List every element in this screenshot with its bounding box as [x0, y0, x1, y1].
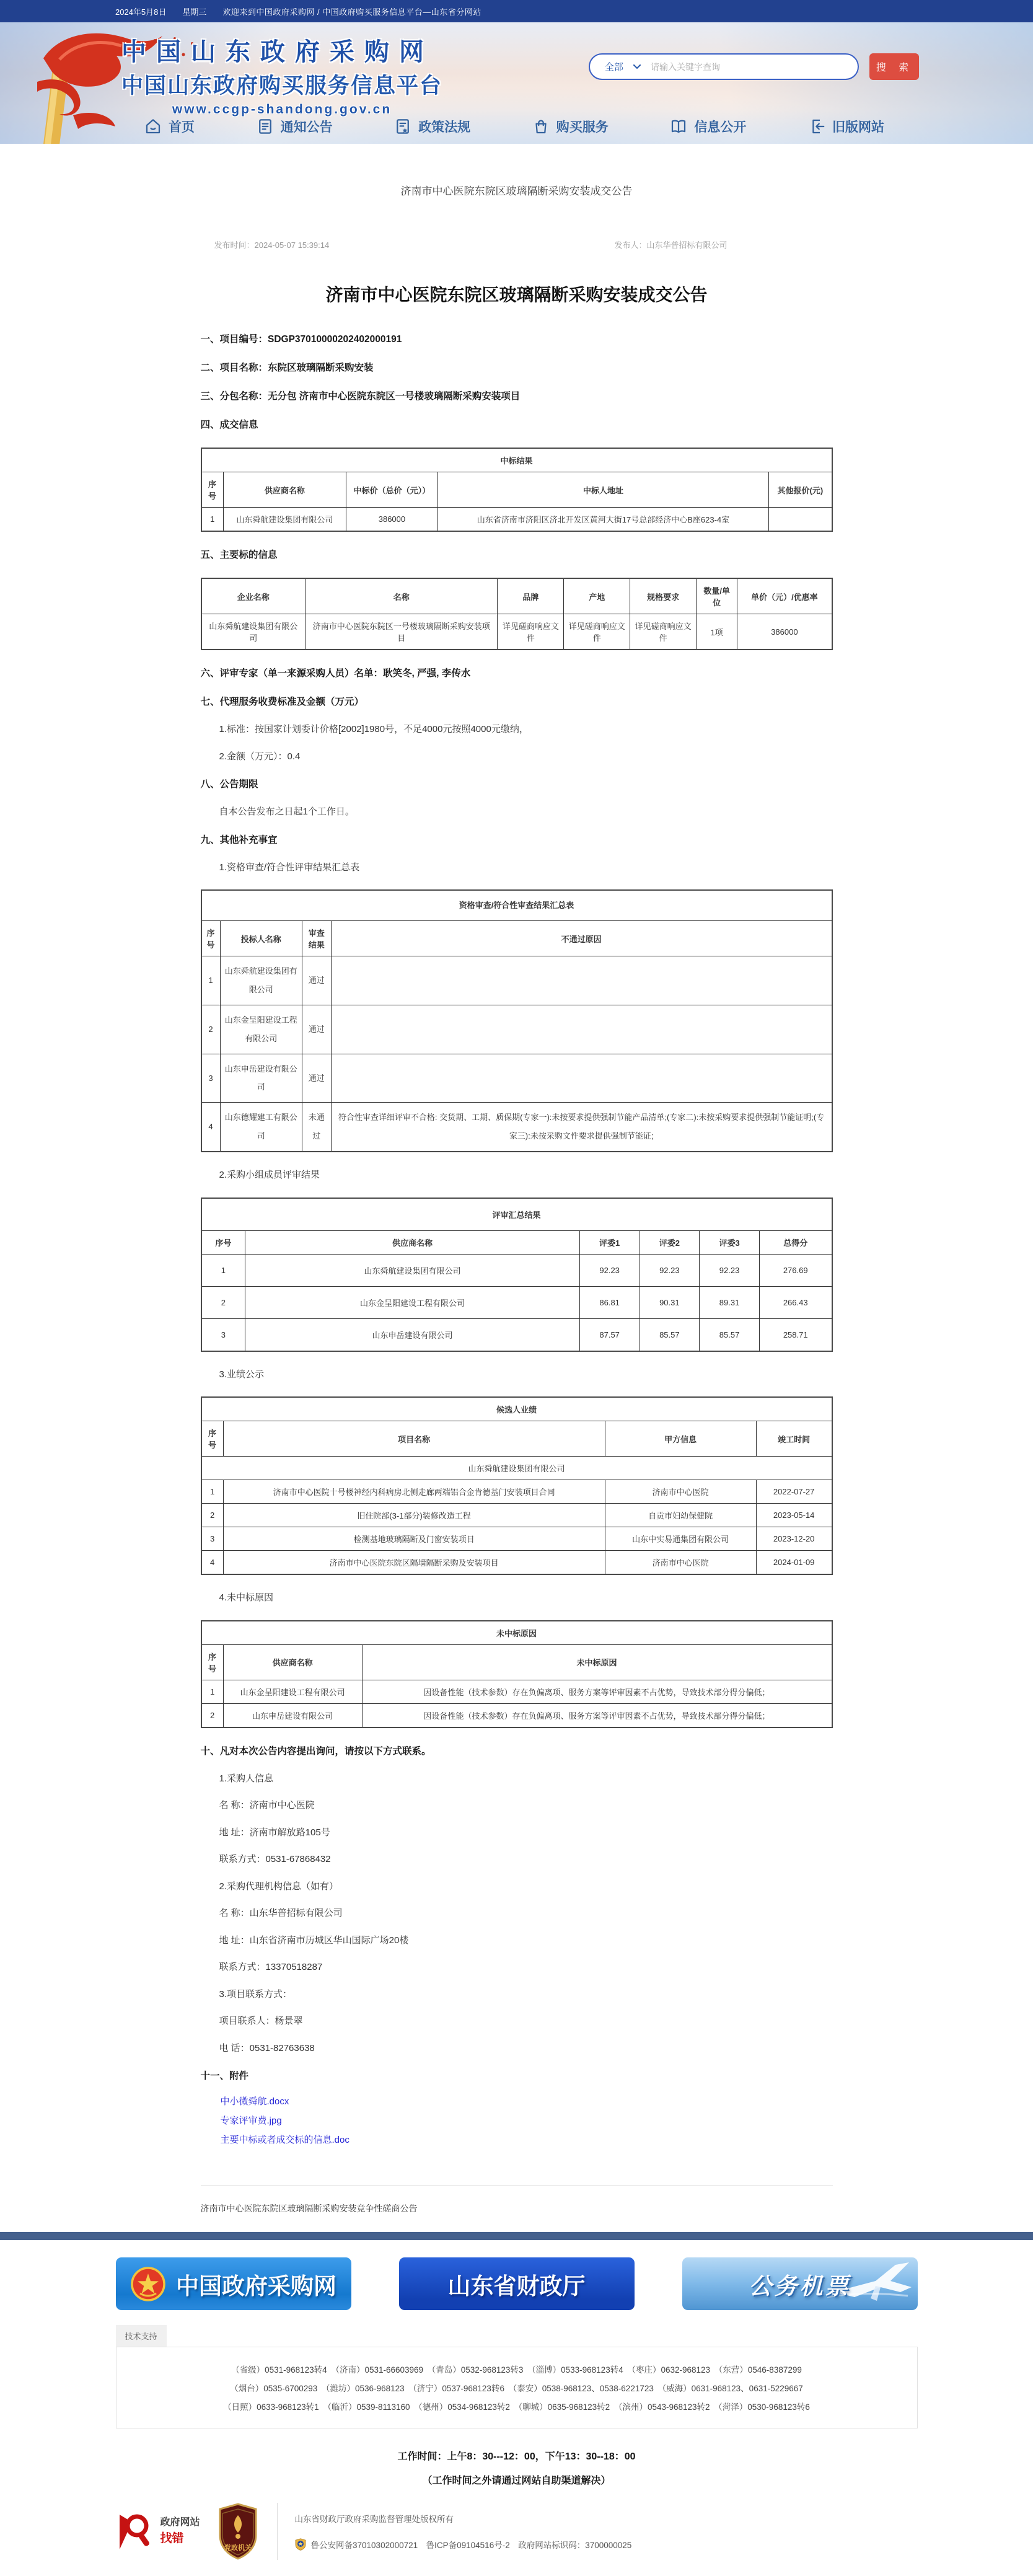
- purchaser-phone: 联系方式：0531-67868432: [219, 1854, 331, 1865]
- work-time-note: （工作时间之外请通过网站自助渠道解决）: [422, 2475, 611, 2486]
- table-header-cell: 单价（元）/优惠率: [737, 578, 832, 614]
- table-header-cell: 序号: [201, 472, 224, 508]
- table-cell: 2: [201, 1703, 224, 1727]
- table-title: 中标结果: [201, 448, 832, 472]
- table-cell: 旧住院部(3-1部分)装修改造工程: [223, 1504, 605, 1527]
- table-cell: 山东申岳建设有限公司: [220, 1054, 302, 1103]
- table-cell: [331, 956, 832, 1005]
- table-cell: 山东金呈阳建设工程有限公司: [223, 1680, 362, 1703]
- table-cell: [769, 508, 832, 532]
- table-row: [201, 1527, 832, 1551]
- nav-label: 政策法规: [418, 120, 471, 135]
- purchaser-address: 地 址：济南市解放路105号: [219, 1827, 330, 1838]
- search-category-select[interactable]: [605, 60, 641, 73]
- section-project-name: 二、项目名称：东院区玻璃隔断采购安装: [200, 363, 374, 374]
- nav-item-policies[interactable]: [393, 117, 470, 136]
- table-header-cell: 数量/单位: [697, 578, 737, 614]
- table-title: 候选人业绩: [201, 1397, 832, 1421]
- site-check-label-1: 政府网站: [160, 2516, 200, 2528]
- reject-reason-table-wrap: [201, 1620, 833, 1728]
- table-header-cell: 序号: [201, 1644, 224, 1680]
- table-cell: 92.23: [640, 1254, 700, 1286]
- table-row: [201, 1103, 832, 1152]
- agency-phone: 联系方式：13370518287: [219, 1962, 323, 1973]
- site-check-label-2: 找错: [160, 2532, 184, 2546]
- banner-ccgp[interactable]: [116, 2257, 351, 2310]
- table-row: [201, 1005, 832, 1054]
- performance-label: 3.业绩公示: [219, 1369, 265, 1380]
- table-cell: [331, 1054, 832, 1103]
- table-title: 评审汇总结果: [201, 1198, 832, 1231]
- table-header-cell: 名称: [305, 578, 498, 614]
- site-logo-subtitle: 中国山东政府购买服务信息平台: [121, 74, 443, 98]
- table-header-cell: 评委1: [579, 1230, 640, 1254]
- related-announcement-link[interactable]: 济南市中心医院东院区玻璃隔断采购安装竞争性磋商公告: [200, 2203, 418, 2214]
- page-title: 济南市中心医院东院区玻璃隔断采购安装成交公告: [400, 185, 633, 197]
- table-header-cell: 序号: [201, 921, 221, 956]
- footer-banner-row: [116, 2257, 918, 2310]
- table-header-cell: 未中标原因: [362, 1644, 832, 1680]
- search-input[interactable]: [649, 61, 848, 73]
- attachment-link[interactable]: 主要中标或者成交标的信息.doc: [220, 2134, 349, 2145]
- table-cell: 2024-01-09: [756, 1551, 832, 1575]
- banner-label: 公务机票: [749, 2273, 851, 2299]
- vertical-divider: [277, 2503, 278, 2560]
- table-cell: 符合性审查详细评审不合格: 交货期、工期、质保期(专家一):未按要求提供强制节能产品清单;(专家二):未按采购要求提供强制节能证明;(专家三):未按采购文件要求提供强制节能证;: [331, 1103, 832, 1152]
- related-announcement-box: [201, 2186, 833, 2232]
- shopping-bag-icon: [532, 117, 550, 136]
- article-content: [201, 182, 833, 2232]
- table-cell: 通过: [302, 1005, 331, 1054]
- table-header-cell: 其他报价(元): [769, 472, 832, 508]
- footer-bottom-row: [116, 2503, 918, 2576]
- tech-support-tab: 技术支持: [116, 2325, 167, 2347]
- table-cell: [331, 1005, 832, 1054]
- table-header-cell: 中标价（总价（元））: [346, 472, 438, 508]
- publish-meta-row: [201, 239, 833, 250]
- table-cell: 济南市中心医院东院区一号楼玻璃隔断采购安装项目: [305, 614, 498, 650]
- table-cell: 85.57: [640, 1318, 700, 1351]
- section-package-name: 三、分包名称：无分包 济南市中心医院东院区一号楼玻璃隔断采购安装项目: [200, 391, 521, 402]
- agency-info-label: 2.采购代理机构信息（如有）: [219, 1881, 339, 1892]
- table-cell: 3: [201, 1318, 245, 1351]
- table-cell: 2: [201, 1504, 224, 1527]
- nav-label: 信息公开: [694, 120, 747, 135]
- table-row: [201, 1703, 832, 1727]
- table-row: [201, 1286, 832, 1318]
- table-row: [201, 1480, 832, 1504]
- topbar-weekday: 星期三: [182, 7, 207, 17]
- table-cell: 详见磋商响应文件: [564, 614, 630, 650]
- reject-reason-table: [201, 1620, 833, 1728]
- section-project-number: 一、项目编号：SDGP37010000202402000191: [200, 334, 402, 345]
- agency-name: 名 称：山东华普招标有限公司: [219, 1908, 343, 1919]
- agency-address: 地 址：山东省济南市历城区华山国际广场20楼: [219, 1934, 409, 1946]
- table-cell: 2: [201, 1286, 245, 1318]
- table-cell: 1: [201, 1680, 224, 1703]
- table-cell: 2023-12-20: [756, 1527, 832, 1551]
- table-cell: 山东德耀建工有限公司: [220, 1103, 302, 1152]
- nav-item-old-site[interactable]: [807, 117, 884, 136]
- table-header-cell: 序号: [201, 1230, 245, 1254]
- table-header-cell: 总得分: [759, 1230, 832, 1254]
- party-government-badge-icon[interactable]: [218, 2503, 258, 2560]
- search-category-value: 全部: [605, 62, 624, 73]
- table-cell: 济南市中心医院: [605, 1551, 756, 1575]
- nav-label: 旧版网站: [832, 120, 884, 135]
- table-cell: 因设备性能（技术参数）存在负偏离项、服务方案等评审因素不占优势，导致技术部分得分偏低；: [362, 1703, 832, 1727]
- table-cell: 4: [201, 1551, 224, 1575]
- table-cell: 386000: [737, 614, 832, 650]
- award-result-table-wrap: [201, 448, 833, 532]
- purchaser-name: 名 称：济南市中心医院: [219, 1800, 315, 1811]
- table-cell: 386000: [346, 508, 438, 532]
- table-row: [201, 1318, 832, 1351]
- table-row: [201, 1680, 832, 1703]
- table-group-row: 山东舜航建设集团有限公司: [201, 1457, 832, 1480]
- banner-business-flight[interactable]: [682, 2257, 918, 2310]
- table-cell: 3: [201, 1054, 221, 1103]
- table-cell: 检测基地玻璃隔断及门窗安装项目: [223, 1527, 605, 1551]
- section-agency-fee: 七、代理服务收费标准及金额（万元）: [200, 697, 364, 708]
- publish-time: 发布时间：2024-05-07 15:39:14: [214, 240, 330, 250]
- table-cell: 90.31: [640, 1286, 700, 1318]
- section-main-subject: 五、主要标的信息: [200, 550, 278, 561]
- table-cell: 1项: [697, 614, 737, 650]
- table-cell: 3: [201, 1527, 224, 1551]
- table-header-cell: 供应商名称: [245, 1230, 580, 1254]
- table-header-cell: 品牌: [498, 578, 564, 614]
- project-contact-label: 3.项目联系方式：: [219, 1988, 292, 2000]
- search-bar: [589, 53, 859, 80]
- old-site-icon: [807, 117, 826, 136]
- table-cell: 济南市中心医院东院区隔墙隔断采购及安装项目: [223, 1551, 605, 1575]
- nav-label: 首页: [169, 120, 195, 135]
- table-row: [201, 508, 832, 532]
- section-other-matters: 九、其他补充事宜: [200, 834, 278, 845]
- banner-label: 中国政府采购网: [176, 2273, 336, 2299]
- attachment-list: [201, 2093, 833, 2150]
- table-cell: 86.81: [579, 1286, 640, 1318]
- badge-label: 党政机关: [224, 2544, 252, 2552]
- support-phone-line: （省级）0531-968123转4 （济南）0531-66603969 （青岛）0532-968123转3 （淄博）0533-968123转4 （枣庄）0632-968123 （东营）0546-8387299: [231, 2365, 802, 2375]
- announcement-title: 济南市中心医院东院区玻璃隔断采购安装成交公告: [325, 285, 708, 304]
- section-attachments: 十一、附件: [200, 2071, 249, 2082]
- performance-table: [201, 1396, 833, 1575]
- table-header-cell: 投标人名称: [220, 921, 302, 956]
- table-cell: 1: [201, 1480, 224, 1504]
- footer-divider-band: [0, 2232, 1033, 2240]
- table-cell: 山东金呈阳建设工程有限公司: [220, 1005, 302, 1054]
- project-contact-phone: 电 话：0531-82763638: [219, 2042, 315, 2053]
- chevron-down-icon: [633, 64, 641, 69]
- table-cell: 2: [201, 1005, 221, 1054]
- nav-item-info-disclosure[interactable]: [669, 117, 746, 136]
- table-row: [201, 614, 832, 650]
- table-header-cell: 序号: [201, 1421, 224, 1457]
- qualification-review-label: 1.资格审查/符合性评审结果汇总表: [219, 862, 360, 873]
- table-header-cell: 产地: [564, 578, 630, 614]
- site-logo-title: 中国山东政府采购网: [121, 38, 434, 66]
- footer: [116, 2257, 918, 2486]
- magnifier-icon: [116, 2510, 156, 2553]
- attachment-link[interactable]: 专家评审费.jpg: [220, 2115, 282, 2126]
- table-cell: 济南市中心医院: [605, 1480, 756, 1504]
- table-cell: 山东舜航建设集团有限公司: [223, 508, 346, 532]
- table-cell: 87.57: [579, 1318, 640, 1351]
- table-cell: 2022-07-27: [756, 1480, 832, 1504]
- table-header-cell: 规格要求: [630, 578, 697, 614]
- table-cell: 85.57: [700, 1318, 760, 1351]
- top-info-bar: [0, 0, 1033, 22]
- support-phone-line: （烟台）0535-6700293 （潍坊）0536-968123 （济宁）0537-968123转6 （泰安）0538-968123、0538-6221723 （威海）0631-968123、0631-5229667: [230, 2384, 803, 2394]
- table-cell: 山东舜航建设集团有限公司: [245, 1254, 580, 1286]
- search-button[interactable]: 搜 索: [869, 53, 919, 80]
- nav-label: 通知公告: [280, 120, 333, 135]
- banner-finance-dept[interactable]: [399, 2257, 635, 2310]
- table-cell: 详见磋商响应文件: [498, 614, 564, 650]
- qualification-review-table-wrap: [201, 889, 833, 1152]
- work-time-line: 工作时间：上午8：30---12：00，下午13：30--18：00: [397, 2451, 636, 2462]
- table-row: [201, 1551, 832, 1575]
- review-score-table: [201, 1198, 833, 1352]
- nav-label: 购买服务: [556, 120, 609, 135]
- support-phone-line: （日照）0633-968123转1 （临沂）0539-8113160 （德州）0534-968123转2 （聊城）0635-968123转2 （滨州）0543-968123转2 （菏泽）0530-968123转6: [223, 2402, 810, 2412]
- agency-fee-amount: 2.金额（万元）：0.4: [219, 751, 301, 762]
- table-header-cell: 甲方信息: [605, 1421, 756, 1457]
- table-cell: 266.43: [759, 1286, 832, 1318]
- section-announcement-period: 八、公告期限: [200, 779, 258, 790]
- topbar-date: 2024年5月8日: [115, 7, 167, 17]
- reject-reason-label: 4.未中标原因: [219, 1592, 274, 1603]
- table-header-cell: 企业名称: [201, 578, 306, 614]
- table-title: 资格审查/符合性审查结果汇总表: [201, 890, 832, 920]
- table-header-cell: 项目名称: [223, 1421, 605, 1457]
- site-header: [0, 22, 1033, 144]
- table-cell: 2023-05-14: [756, 1504, 832, 1527]
- table-cell: 1: [201, 1254, 245, 1286]
- announcement-period-text: 自本公告发布之日起1个工作日。: [219, 806, 354, 818]
- table-header-cell: 供应商名称: [223, 1644, 362, 1680]
- table-cell: 山东舜航建设集团有限公司: [220, 956, 302, 1005]
- table-header-cell: 中标人地址: [437, 472, 768, 508]
- main-subject-table-wrap: [201, 578, 833, 650]
- table-header-cell: 评委2: [640, 1230, 700, 1254]
- purchaser-info-label: 1.采购人信息: [219, 1773, 274, 1784]
- table-cell: 92.23: [579, 1254, 640, 1286]
- table-cell: 92.23: [700, 1254, 760, 1286]
- topbar-welcome: 欢迎来到中国政府采购网 / 中国政府购买服务信息平台—山东省分网站: [222, 7, 481, 17]
- table-cell: 未通过: [302, 1103, 331, 1152]
- open-book-icon: [669, 117, 688, 136]
- table-cell: 山东申岳建设有限公司: [223, 1703, 362, 1727]
- notice-icon: [256, 117, 275, 136]
- table-cell: 因设备性能（技术参数）存在负偏离项、服务方案等评审因素不占优势，导致技术部分得分偏低；: [362, 1680, 832, 1703]
- table-header-cell: 供应商名称: [223, 472, 346, 508]
- table-cell: 山东申岳建设有限公司: [245, 1318, 580, 1351]
- section-experts: 六、评审专家（单一来源采购人员）名单：耿笑冬, 严强, 李传水: [200, 668, 471, 679]
- national-emblem-icon: [130, 2266, 166, 2302]
- section-contact: 十、凡对本次公告内容提出询问，请按以下方式联系。: [200, 1745, 431, 1757]
- main-nav: [144, 117, 884, 136]
- table-cell: 自贡市妇幼保健院: [605, 1504, 756, 1527]
- table-cell: 济南市中心医院十号楼神经内科病房北侧走廊两端铝合金肯德基门安装项目合同: [223, 1480, 605, 1504]
- site-logo[interactable]: [121, 32, 442, 117]
- review-score-label: 2.采购小组成员评审结果: [219, 1170, 320, 1181]
- table-cell: 4: [201, 1103, 221, 1152]
- table-cell: 山东省济南市济阳区济北开发区黄河大街17号总部经济中心B座623-4室: [437, 508, 768, 532]
- table-cell: 89.31: [700, 1286, 760, 1318]
- table-row: [201, 1254, 832, 1286]
- table-header-cell: 审查结果: [302, 921, 331, 956]
- qualification-review-table: [201, 889, 833, 1152]
- table-cell: 276.69: [759, 1254, 832, 1286]
- attachment-link[interactable]: 中小微舜航.docx: [220, 2096, 289, 2107]
- section-award-info: 四、成交信息: [200, 420, 258, 431]
- table-cell: 通过: [302, 956, 331, 1005]
- nav-item-home[interactable]: [144, 117, 195, 136]
- table-header-cell: 不通过原因: [331, 921, 832, 956]
- support-phone-box: [116, 2347, 918, 2428]
- review-score-table-wrap: [201, 1198, 833, 1352]
- table-row: [201, 1504, 832, 1527]
- site-error-report-logo[interactable]: [116, 2510, 200, 2553]
- nav-item-notices[interactable]: [256, 117, 333, 136]
- site-logo-url: www.ccgp-shandong.gov.cn: [172, 102, 392, 117]
- table-cell: 详见磋商响应文件: [630, 614, 697, 650]
- table-header-cell: 评委3: [700, 1230, 760, 1254]
- nav-item-purchase-services[interactable]: [532, 117, 609, 136]
- table-cell: 通过: [302, 1054, 331, 1103]
- main-subject-table: [201, 578, 833, 650]
- award-result-table: [201, 448, 833, 532]
- table-cell: 山东中实易通集团有限公司: [605, 1527, 756, 1551]
- policy-icon: [393, 117, 412, 136]
- publisher: 发布人：山东华普招标有限公司: [614, 240, 727, 250]
- project-contact-name: 项目联系人：杨景翠: [219, 2016, 303, 2027]
- copyright-block: [295, 2512, 632, 2551]
- police-badge-icon: [295, 2538, 306, 2551]
- home-icon: [144, 117, 162, 136]
- beian-line: 鲁公安网备37010302000721 鲁ICP备09104516号-2 政府网站标识码：3700000025: [310, 2540, 632, 2550]
- table-row: [201, 1054, 832, 1103]
- table-cell: 山东舜航建设集团有限公司: [201, 614, 306, 650]
- table-title: 未中标原因: [201, 1621, 832, 1645]
- performance-table-wrap: [201, 1396, 833, 1575]
- table-cell: 山东金呈阳建设工程有限公司: [245, 1286, 580, 1318]
- table-cell: 1: [201, 956, 221, 1005]
- table-header-cell: 竣工时间: [756, 1421, 832, 1457]
- copyright-line: 山东省财政厅政府采购监督管理处版权所有: [294, 2514, 454, 2524]
- table-cell: 258.71: [759, 1318, 832, 1351]
- banner-label: 山东省财政厅: [447, 2274, 586, 2300]
- agency-fee-standard: 1.标准：按国家计划委计价格[2002]1980号，不足4000元按照4000元缴纳，: [219, 724, 529, 735]
- table-row: [201, 956, 832, 1005]
- table-cell: 1: [201, 508, 224, 532]
